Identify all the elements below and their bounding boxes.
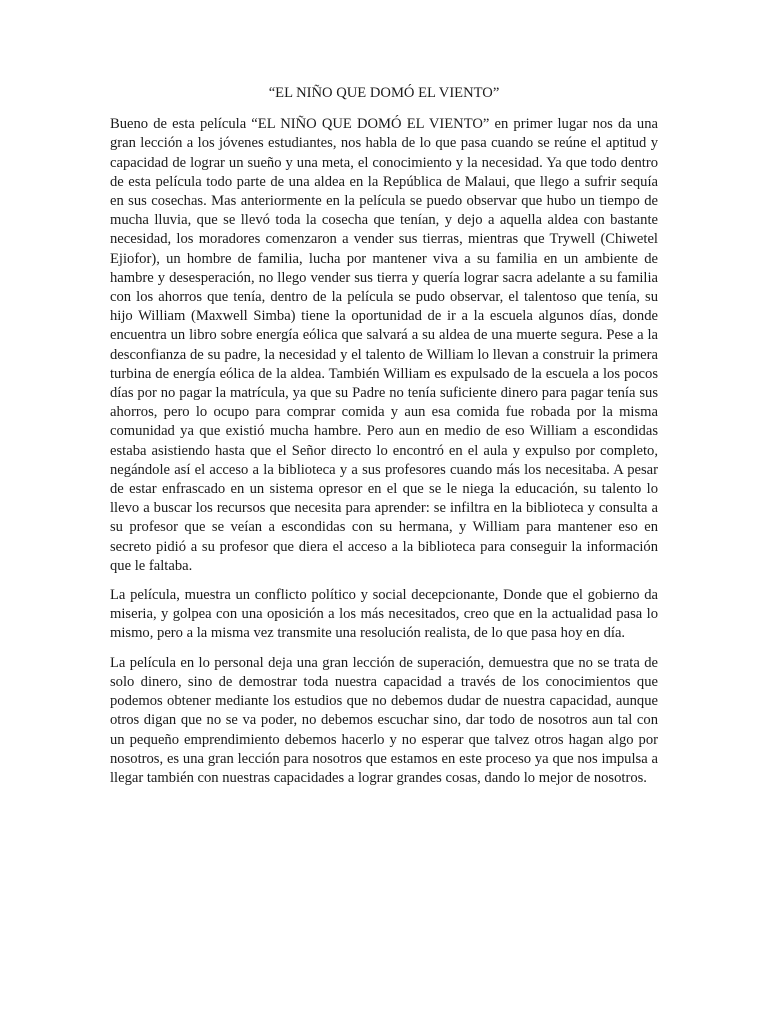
paragraph-3: La película en lo personal deja una gran lección de superación, demuestra que no se trata de solo dinero, sino de demostrar toda nuestra capacidad a través de los conocimientos que podemos obtener mediante los estudios que no debemos dudar de nuestra capacidad, aunque otros digan que no se va poder, no debemos escuchar sino, dar todo de nosotros aun tal con un pequeño emprendimiento debemos hacerlo y no esperar que talvez otros hagan algo por nosotros, es una gran lección para nosotros que estamos en este proceso ya que nos impulsa a llegar también con nuestras capacidades a lograr grandes cosas, dando lo mejor de nosotros.	[110, 654, 658, 786]
document-body	[110, 84, 658, 798]
document-title: “EL NIÑO QUE DOMÓ EL VIENTO”	[268, 85, 500, 101]
paragraph-2: La película, muestra un conflicto político y social decepcionante, Donde que el gobierno da miseria, y golpea con una oposición a los más necesitados, creo que en la actualidad pasa lo mismo, pero a la misma vez transmite una resolución realista, de lo que pasa hoy en día.	[110, 587, 658, 642]
paragraph-1: Bueno de esta película “EL NIÑO QUE DOMÓ EL VIENTO” en primer lugar nos da una gran lección a los jóvenes estudiantes, nos habla de lo que pasa cuando se reúne el aptitud y capacidad de lograr un sueño y una meta, el conocimiento y la necesidad. Ya que todo dentro de esta película todo parte de una aldea en la República de Malaui, que llego a sufrir sequía en sus cosechas. Mas anteriormente en la película se puedo observar que hubo un tiempo de mucha lluvia, que se llevó toda la cosecha que tenían, y dejo a aquella aldea con bastante necesidad, los moradores comenzaron a vender sus tierras, mientras que Trywell (Chiwetel Ejiofor), un hombre de familia, lucha por mantener viva a su familia en un ambiente de hambre y desesperación, no llego vender sus tierra y quería lograr sacra adelante a su familia con los ahorros que tenía, dentro de la película se pudo observar, el talentoso que tenía, su hijo William (Maxwell Simba) tiene la oportunidad de ir a la escuela algunos días, donde encuentra un libro sobre energía eólica que salvará a su aldea de una muerte segura. Pese a la desconfianza de su padre, la necesidad y el talento de William lo llevan a construir la primera turbina de energía eólica de la aldea. También William es expulsado de la escuela a los pocos días por no pagar la matrícula, ya que su Padre no tenía suficiente dinero para pagar tenía sus ahorros, pero lo ocupo para comprar comida y aun esa comida fue robada por la misma comunidad ya que existió mucha hambre. Pero aun en medio de eso William a escondidas estaba asistiendo hasta que el Señor directo lo encontró en el aula y expulso por completo, negándole así el acceso a la biblioteca y a sus profesores cuando más los necesitaba. A pesar de estar enfrascado en un sistema opresor en el que se le niega la educación, su talento lo llevo a buscar los recursos que necesita para aprender: se infiltra en la biblioteca y consulta a su profesor que se veían a escondidas con su hermana, y William para mantener eso en secreto pidió a su profesor que diera el acceso a la biblioteca para conseguir la información que le faltaba.	[110, 116, 658, 574]
